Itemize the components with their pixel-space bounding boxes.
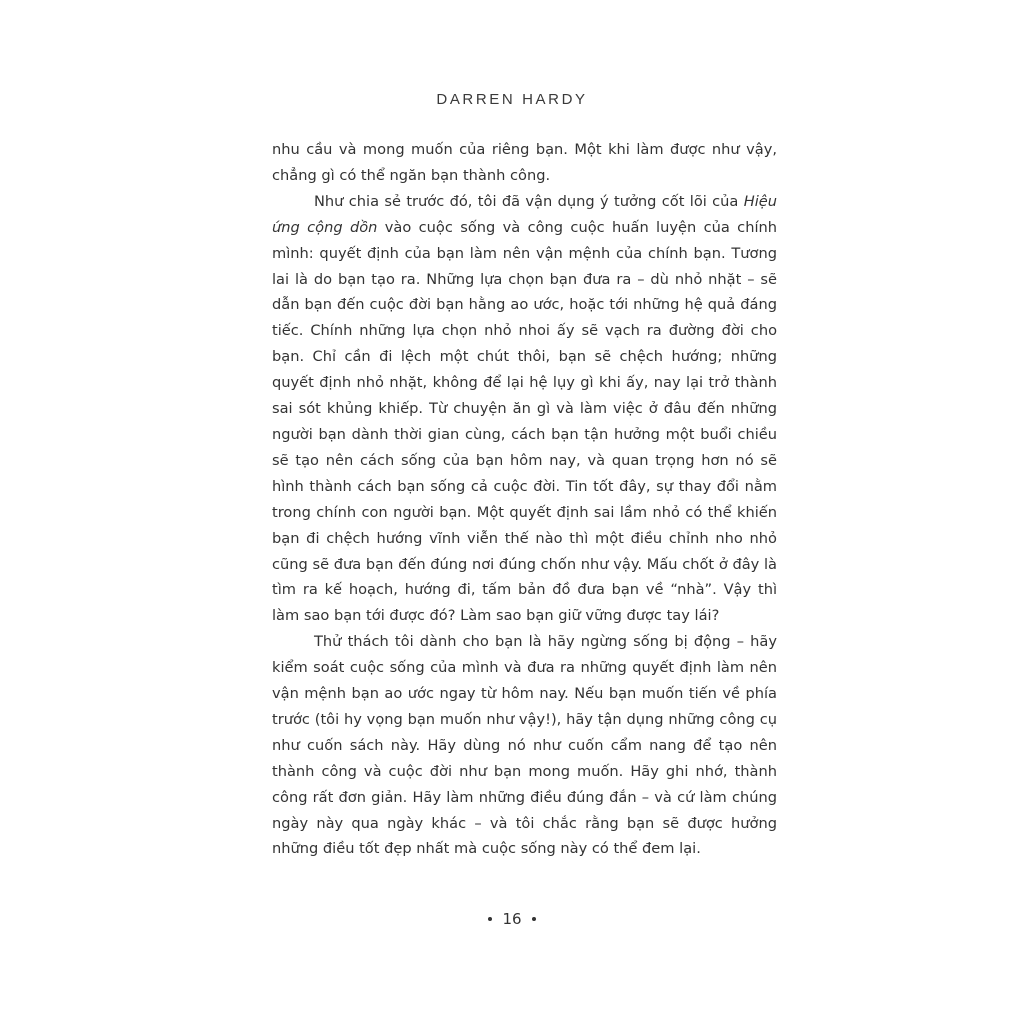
paragraph-2: [272, 189, 777, 629]
body-text: [272, 137, 777, 862]
paragraph-3: Thử thách tôi dành cho bạn là hãy ngừng sống bị động – hãy kiểm soát cuộc sống của mình và đưa ra những quyết định làm nên vận mệnh bạn ao ước ngay từ hôm nay. Nếu bạn muốn tiến về phía trước (tôi hy vọng bạn muốn như vậy!), hãy tận dụng những công cụ như cuốn sách này. Hãy dùng nó như cuốn cẩm nang để tạo nên thành công và cuộc đời như bạn mong muốn. Hãy ghi nhớ, thành công rất đơn giản. Hãy làm những điều đúng đắn – và cứ làm chúng ngày này qua ngày khác – và tôi chắc rằng bạn sẽ được hưởng những điều tốt đẹp nhất mà cuộc sống này có thể đem lại.: [272, 633, 777, 858]
paragraph-2-start: Như chia sẻ trước đó, tôi đã vận dụng ý tưởng cốt lõi của: [314, 192, 744, 210]
page-number-value: 16: [502, 910, 522, 928]
page-number: [0, 910, 1024, 928]
bullet-dot-right: [532, 917, 536, 921]
bullet-dot-left: [488, 917, 492, 921]
running-head: DARREN HARDY: [436, 91, 588, 108]
paragraph-2-rest: vào cuộc sống và công cuộc huấn luyện của chính mình: quyết định của bạn làm nên vận mệnh của chính bạn. Tương lai là do bạn tạo ra. Những lựa chọn bạn đưa ra – dù nhỏ nhặt – sẽ dẫn bạn đến cuộc đời bạn hằng ao ước, hoặc tới những hệ quả đáng tiếc. Chính những lựa chọn nhỏ nhoi ấy sẽ vạch ra đường đời cho bạn. Chỉ cần đi lệch một chút thôi, bạn sẽ chệch hướng; những quyết định nhỏ nhặt, không để lại hệ lụy gì khi ấy, nay lại trở thành sai sót khủng khiếp. Từ chuyện ăn gì và làm việc ở đâu đến những người bạn dành thời gian cùng, cách bạn tận hưởng một buổi chiều sẽ tạo nên cách sống của bạn hôm nay, và quan trọng hơn nó sẽ hình thành cách bạn sống cả cuộc đời. Tin tốt đây, sự thay đổi nằm trong chính con người bạn. Một quyết định sai lầm nhỏ có thể khiến bạn đi chệch hướng vĩnh viễn thế nào thì một điều chỉnh nho nhỏ cũng sẽ đưa bạn đến đúng nơi đúng chốn như vậy. Mấu chốt ở đây là tìm ra kế hoạch, hướng đi, tấm bản đồ đưa bạn về “nhà”. Vậy thì làm sao bạn tới được đó? Làm sao bạn giữ vững được tay lái?: [272, 218, 777, 625]
paragraph-1: nhu cầu và mong muốn của riêng bạn. Một khi làm được như vậy, chẳng gì có thể ngăn bạn thành công.: [272, 141, 777, 184]
book-title-italic: Hiệu ứng cộng dồn: [272, 192, 777, 236]
